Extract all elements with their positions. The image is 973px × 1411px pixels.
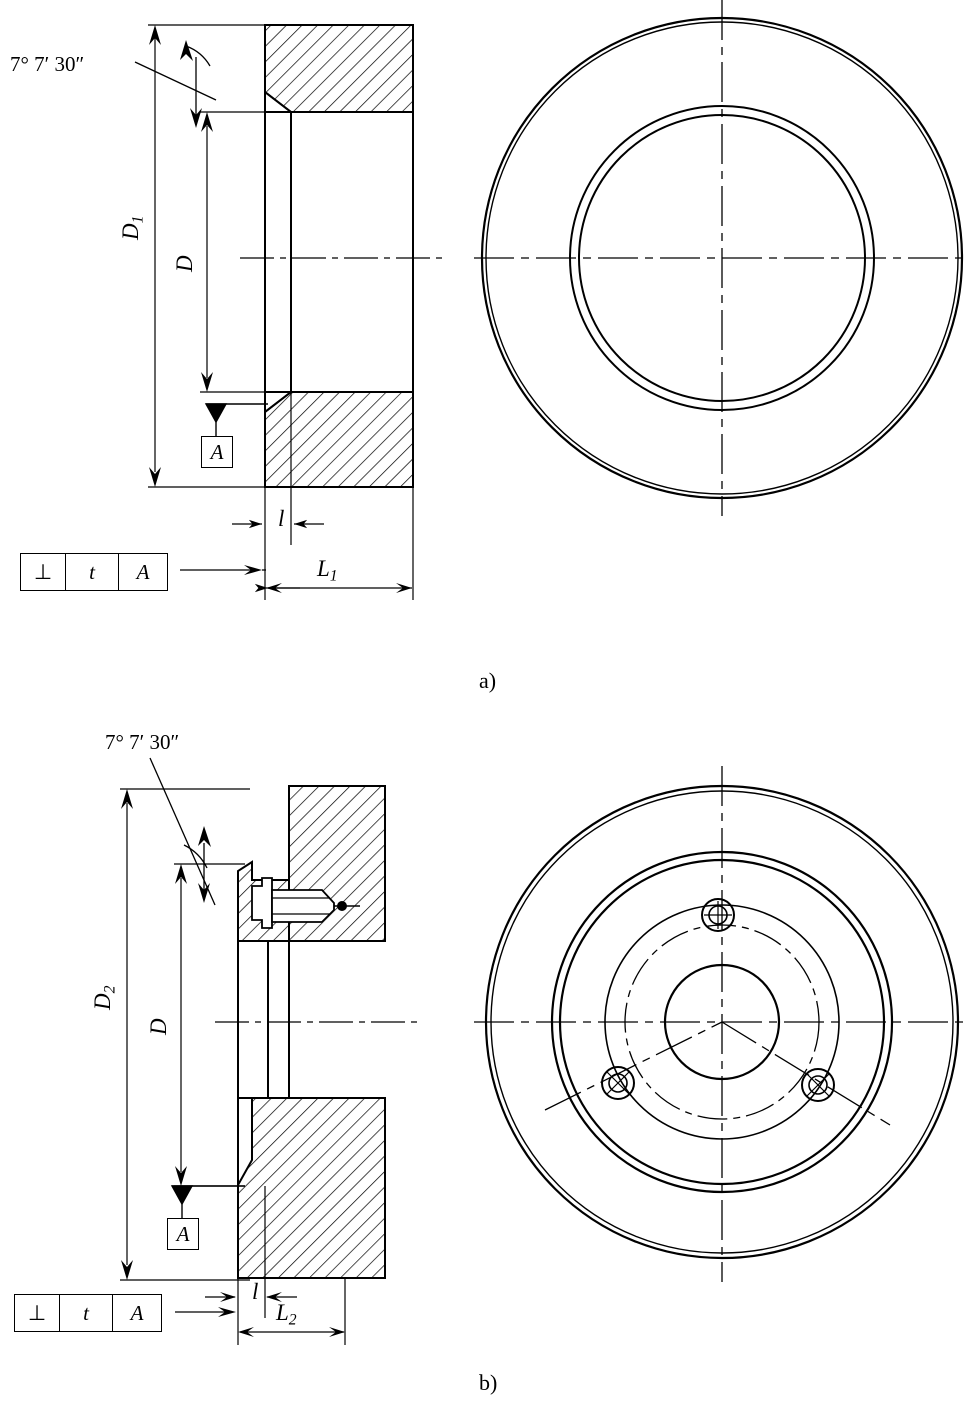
figure-label-b: b) xyxy=(479,1370,498,1395)
part-b-dim-L2: $L_2$ xyxy=(276,1300,297,1329)
part-b-fcf-symbol: ⊥ xyxy=(15,1295,60,1331)
fixing-hole xyxy=(602,1067,634,1099)
part-a-datum-symbol xyxy=(206,404,268,436)
part-b-datum-label: A xyxy=(167,1218,199,1250)
part-a-datum-label: A xyxy=(201,436,233,468)
part-a-angle-leader xyxy=(135,40,216,128)
part-b-dim-l: l xyxy=(252,1279,259,1304)
part-b-dim-D: D xyxy=(146,1018,171,1035)
part-b-fcf-datum: A xyxy=(130,1300,144,1325)
part-b-section-view xyxy=(238,786,385,1278)
figure-label-a: a) xyxy=(479,668,497,693)
part-b-front-centerlines xyxy=(474,766,970,1282)
part-b-fcf-leader xyxy=(175,1307,236,1317)
part-b-angle-label: 7° 7′ 30″ xyxy=(105,730,180,754)
part-a-fcf-tolerance: t xyxy=(66,554,119,590)
part-a-dim-D1: $D_1$ xyxy=(118,215,147,240)
part-a-fcf-symbol: ⊥ xyxy=(21,554,66,590)
part-a-angle-label: 7° 7′ 30″ xyxy=(10,52,85,76)
part-b-angle-leader xyxy=(150,758,215,905)
part-b-dim-D2: $D_2$ xyxy=(90,985,119,1010)
part-a-dim-L1: $L_1$ xyxy=(317,556,338,585)
fixing-hole xyxy=(702,899,734,931)
part-b-datum-symbol xyxy=(172,1186,245,1218)
part-a-fcf-leader xyxy=(180,565,266,575)
part-a-front-centerlines xyxy=(474,0,970,516)
part-a-fcf-datum: A xyxy=(136,559,150,584)
part-a-feature-control-frame xyxy=(20,553,168,591)
part-b-feature-control-frame xyxy=(14,1294,162,1332)
part-a-dim-D: D xyxy=(172,255,197,272)
part-a-dim-l: l xyxy=(278,506,285,531)
part-b-fcf-tolerance: t xyxy=(60,1295,113,1331)
part-a-section-view xyxy=(265,25,413,487)
